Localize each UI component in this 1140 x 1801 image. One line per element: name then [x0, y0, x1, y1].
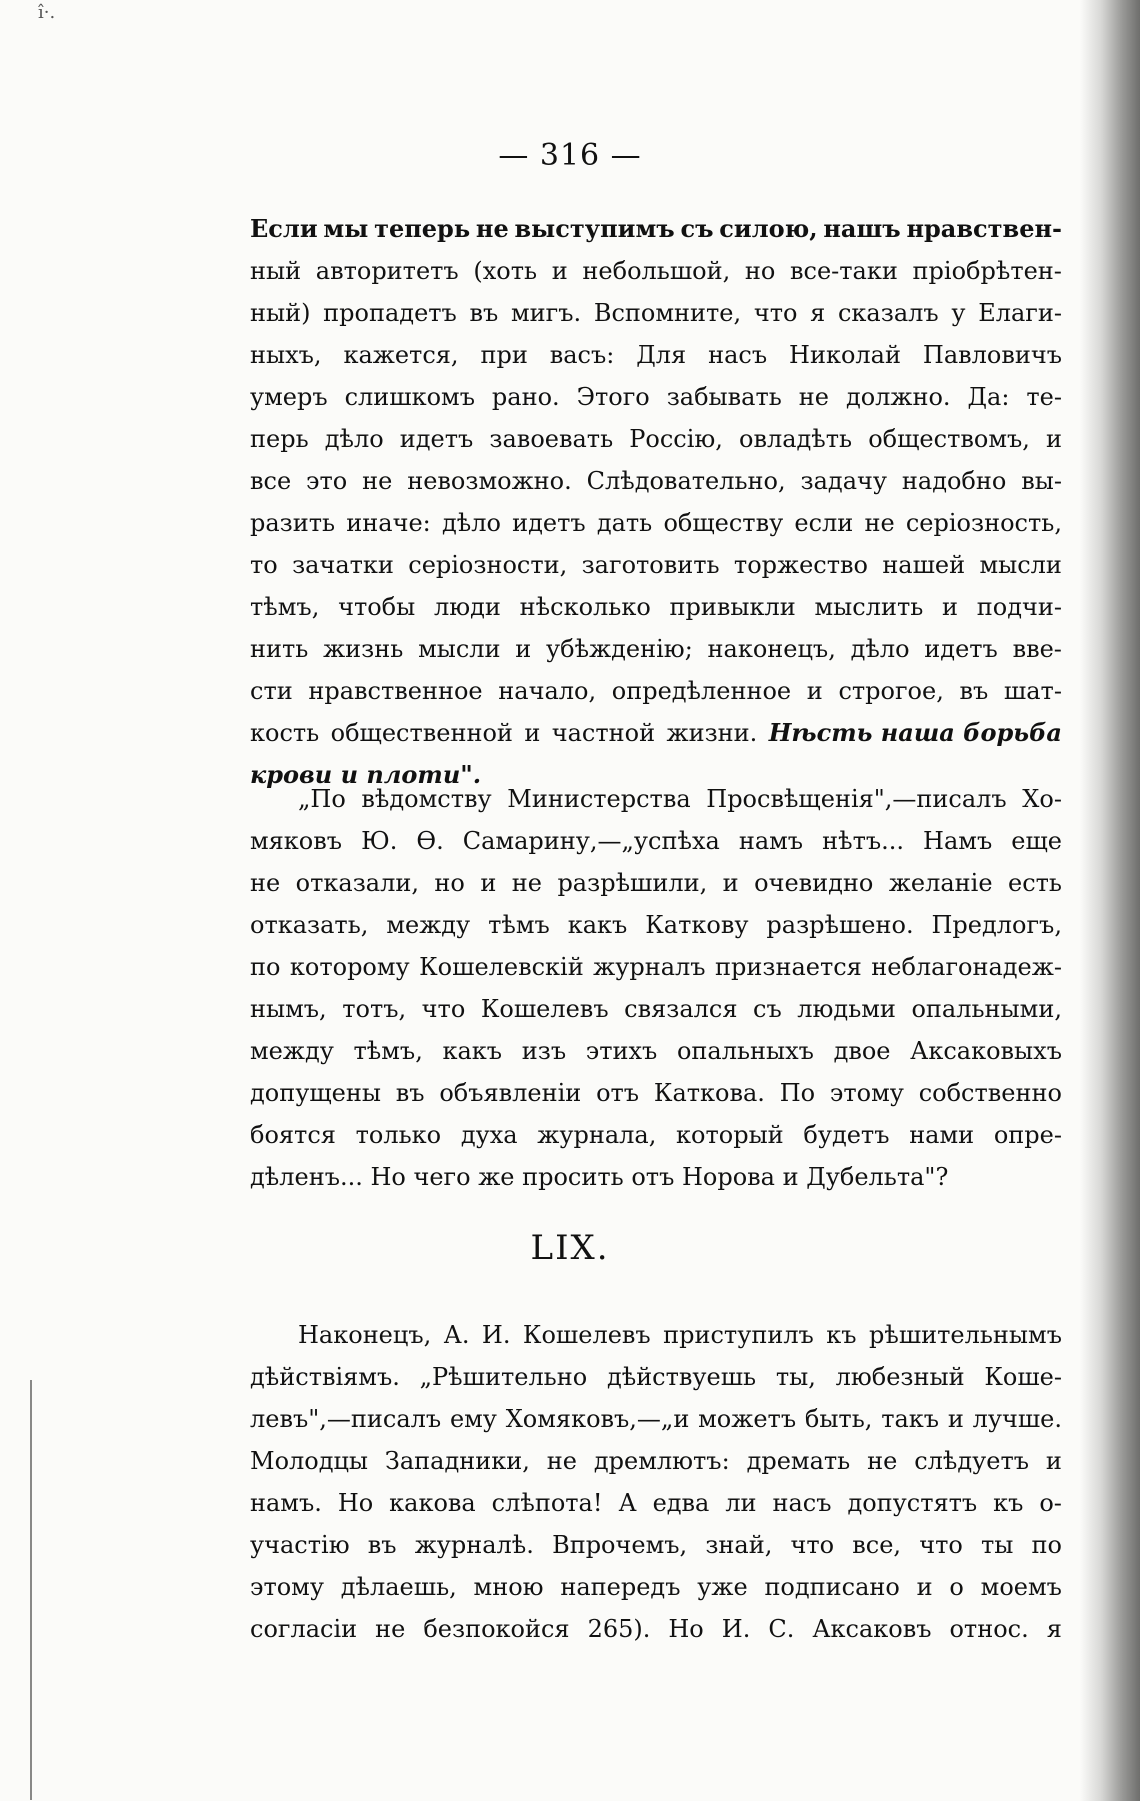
text-line — [250, 946, 1062, 988]
word: шат- — [1003, 677, 1062, 705]
word: желаніе — [888, 869, 993, 897]
word: Хомяковъ,—„и — [505, 1405, 690, 1433]
text-line — [250, 1608, 1062, 1650]
word: наконецъ, — [707, 635, 836, 663]
word: нашъ — [823, 214, 901, 243]
word: Каткову — [645, 911, 749, 939]
word: дѣло — [850, 635, 910, 663]
word: насъ — [772, 1489, 832, 1517]
word: я — [1046, 1615, 1062, 1643]
word: и — [942, 593, 959, 621]
word: къ — [826, 1321, 857, 1349]
word: ли — [725, 1489, 757, 1517]
text-line — [250, 250, 1062, 292]
word: не — [864, 509, 895, 537]
word: и — [480, 869, 497, 897]
word: дѣйствуешь — [606, 1363, 757, 1391]
word: идетъ — [924, 635, 998, 663]
word: подчи- — [976, 593, 1062, 621]
word: отъ — [596, 1079, 640, 1107]
word: то — [250, 551, 278, 579]
corner-mark: î·. — [38, 2, 56, 23]
word: иначе: — [346, 509, 431, 537]
word: моемъ — [980, 1573, 1062, 1601]
text-line — [250, 334, 1062, 376]
word: авторитетъ — [315, 257, 459, 285]
word: боятся — [250, 1121, 336, 1149]
word: вве- — [1012, 635, 1062, 663]
word: пропадетъ — [323, 299, 457, 327]
word: нѣтъ... — [822, 827, 905, 855]
text-line — [250, 712, 1062, 754]
word: задачу — [800, 467, 887, 495]
word: что — [421, 995, 466, 1023]
word: нѣсколько — [519, 593, 651, 621]
word: напередъ — [560, 1573, 681, 1601]
word: мы — [323, 214, 369, 243]
binding-shadow — [1080, 0, 1140, 1801]
word: не — [375, 1615, 406, 1643]
word: дѣйствіямъ. — [250, 1363, 400, 1391]
word: слѣдуетъ — [914, 1447, 1030, 1475]
word: согласіи — [250, 1615, 358, 1643]
word: Самарину,—„успѣха — [462, 827, 720, 855]
word: и — [1045, 425, 1062, 453]
word: нашей — [882, 551, 966, 579]
word: мною — [473, 1573, 544, 1601]
word: вѣдомству — [361, 785, 492, 813]
word: мыслить — [814, 593, 924, 621]
word: привыкли — [669, 593, 796, 621]
word: но — [744, 257, 776, 285]
word: нравственное — [308, 677, 483, 705]
word: Если — [250, 214, 318, 243]
word: Но — [337, 1489, 374, 1517]
word: не — [798, 383, 829, 411]
word: что — [919, 1531, 963, 1559]
word: Елаги- — [978, 299, 1062, 327]
word: что — [753, 299, 798, 327]
word: С. — [768, 1615, 795, 1643]
paragraph-1 — [250, 208, 1062, 796]
word: выступимъ — [514, 214, 675, 243]
word: тѣмъ — [488, 911, 550, 939]
word: теперь — [374, 214, 471, 243]
word: не — [250, 869, 281, 897]
word: Кошелевскій — [419, 953, 584, 981]
word: рано. — [491, 383, 560, 411]
word: по — [1031, 1531, 1062, 1559]
word: Ѳ. — [416, 827, 444, 855]
word: если — [794, 509, 854, 537]
word: можетъ — [698, 1405, 797, 1433]
word: у — [951, 299, 966, 327]
word: жизнь — [323, 635, 404, 663]
word: и — [947, 1405, 964, 1433]
word: относ. — [949, 1615, 1029, 1643]
word: 265). — [587, 1615, 651, 1643]
word: мысли — [979, 551, 1062, 579]
word: лучше. — [972, 1405, 1062, 1433]
word: пріобрѣтен- — [912, 257, 1062, 285]
word: Слѣдовательно, — [586, 467, 786, 495]
word: собственно — [918, 1079, 1062, 1107]
word: „По — [298, 785, 346, 813]
word: мяковъ — [250, 827, 343, 855]
word: признается — [715, 953, 862, 981]
word: А — [618, 1489, 637, 1517]
word: люди — [433, 593, 501, 621]
word: Молодцы — [250, 1447, 369, 1475]
text-line — [250, 904, 1062, 946]
word: безпокойся — [423, 1615, 570, 1643]
word: опальныхъ — [676, 1037, 814, 1065]
word: ему — [449, 1405, 497, 1433]
word: въ — [395, 1079, 425, 1107]
word: заготовить — [581, 551, 720, 579]
word: серіозности, — [408, 551, 568, 579]
word: по — [250, 953, 281, 981]
line-text: дѣленъ... Но чего же просить отъ Норова и Дубельта"? — [250, 1163, 949, 1191]
word: отказать, — [250, 911, 369, 939]
word: тотъ, — [342, 995, 407, 1023]
word: умеръ — [250, 383, 328, 411]
word: о — [949, 1573, 964, 1601]
word: дать — [596, 509, 653, 537]
word: не — [475, 214, 509, 243]
word: какъ — [442, 1037, 503, 1065]
word: едва — [652, 1489, 710, 1517]
word: вы- — [1021, 467, 1062, 495]
word: дѣло — [324, 425, 384, 453]
word: левъ",—писалъ — [250, 1405, 442, 1433]
word: убѣжденію; — [546, 635, 693, 663]
word: зачатки — [292, 551, 394, 579]
word: общественной — [330, 719, 513, 747]
italic-quote-end: крови и плоти". — [250, 760, 482, 789]
word: идетъ — [399, 425, 474, 453]
word: участію — [250, 1531, 350, 1559]
text-line — [250, 460, 1062, 502]
word: и — [551, 257, 568, 285]
text-line — [250, 208, 1062, 250]
word: духа — [460, 1121, 518, 1149]
word: Министерства — [507, 785, 691, 813]
word: подписано — [764, 1573, 900, 1601]
word: Вспомните, — [593, 299, 742, 327]
word: Каткова. — [653, 1079, 765, 1107]
word: строгое, — [838, 677, 944, 705]
text-line — [250, 820, 1062, 862]
word: Аксаковъ — [812, 1615, 932, 1643]
word: частной — [551, 719, 656, 747]
word: такъ — [881, 1405, 940, 1433]
word: изъ — [521, 1037, 567, 1065]
word: По — [779, 1079, 816, 1107]
text-line — [250, 670, 1062, 712]
word: силою, — [719, 214, 818, 243]
word: Но — [668, 1615, 704, 1643]
word: должно. — [845, 383, 951, 411]
text-line — [250, 1398, 1062, 1440]
word: мигъ. — [511, 299, 582, 327]
word: намъ — [738, 827, 804, 855]
word: и — [722, 869, 739, 897]
word: Аксаковыхъ — [910, 1037, 1062, 1065]
word: будетъ — [803, 1121, 890, 1149]
word: которому — [289, 953, 410, 981]
word: (хоть — [473, 257, 538, 285]
word: этому — [250, 1573, 324, 1601]
word: еще — [1011, 827, 1062, 855]
text-line — [250, 1524, 1062, 1566]
word: обществомъ, — [868, 425, 1030, 453]
word: журналѣ. — [414, 1531, 534, 1559]
word: те- — [1026, 383, 1062, 411]
word: Западники, — [384, 1447, 530, 1475]
word: идетъ — [512, 509, 586, 537]
word: этому — [829, 1079, 904, 1107]
word: но — [434, 869, 465, 897]
word: А. — [443, 1321, 470, 1349]
word: ныхъ, — [250, 341, 322, 369]
word: серіозность, — [905, 509, 1062, 537]
word: разить — [250, 509, 336, 537]
word: связался — [624, 995, 738, 1023]
text-line — [250, 988, 1062, 1030]
word: въ — [959, 677, 989, 705]
paragraph-2 — [250, 778, 1062, 1198]
word: я — [810, 299, 826, 327]
word: опре- — [993, 1121, 1062, 1149]
word: насъ — [708, 341, 768, 369]
word: Россію, — [629, 425, 723, 453]
word: ный — [250, 257, 302, 285]
word: Намъ — [923, 827, 993, 855]
word: Для — [636, 341, 687, 369]
word: и — [916, 1573, 933, 1601]
word: какова — [389, 1489, 476, 1517]
text-line — [250, 544, 1062, 586]
word: сти — [250, 677, 293, 705]
word: не — [511, 869, 542, 897]
word: торжество — [733, 551, 868, 579]
word: журнала, — [537, 1121, 657, 1149]
word: какъ — [567, 911, 628, 939]
word: слишкомъ — [344, 383, 475, 411]
word: допущены — [250, 1079, 381, 1107]
italic-quote: Нѣсть наша борьба — [768, 718, 1062, 747]
word: ный) — [250, 299, 311, 327]
text-line — [250, 418, 1062, 460]
word: двое — [833, 1037, 891, 1065]
word: дѣлаешь, — [340, 1573, 457, 1601]
word: любезный — [835, 1363, 965, 1391]
word: забывать — [666, 383, 782, 411]
word: рѣшительнымъ — [868, 1321, 1062, 1349]
word: и — [1045, 1447, 1062, 1475]
word: это — [306, 467, 348, 495]
word: не — [546, 1447, 577, 1475]
word: разрѣшили, — [557, 869, 708, 897]
word: Павловичъ — [922, 341, 1062, 369]
word: дѣло — [441, 509, 501, 537]
word: тѣмъ, — [353, 1037, 423, 1065]
word: намъ. — [250, 1489, 322, 1517]
word: И. — [721, 1615, 751, 1643]
word: Хо- — [1022, 785, 1062, 813]
word: и — [806, 677, 823, 705]
word: Впрочемъ, — [552, 1531, 688, 1559]
text-line — [250, 586, 1062, 628]
word: разрѣшено. — [766, 911, 914, 939]
word: въ — [469, 299, 499, 327]
text-line — [250, 778, 1062, 820]
word: отказали, — [295, 869, 419, 897]
word: Предлогъ, — [931, 911, 1062, 939]
word: мысли — [418, 635, 501, 663]
word: сказалъ — [837, 299, 939, 327]
word: Кошелевъ — [522, 1321, 651, 1349]
word: опредѣленное — [611, 677, 792, 705]
text-line — [250, 502, 1062, 544]
word: Ю. — [361, 827, 398, 855]
word: объявленіи — [439, 1079, 582, 1107]
word: не — [867, 1447, 898, 1475]
word: кость — [250, 719, 320, 747]
word: очевидно — [754, 869, 874, 897]
word: который — [676, 1121, 784, 1149]
word: между — [386, 911, 471, 939]
word: уже — [697, 1573, 748, 1601]
word: нить — [250, 635, 309, 663]
word: Наконецъ, — [298, 1321, 432, 1349]
word: что — [790, 1531, 835, 1559]
text-line — [250, 628, 1062, 670]
word: нравствен- — [906, 214, 1062, 243]
word: небольшой, — [582, 257, 731, 285]
word: тѣмъ, — [250, 593, 320, 621]
text-line — [250, 1314, 1062, 1356]
text-line — [250, 376, 1062, 418]
word: „Рѣшительно — [419, 1363, 588, 1391]
word: васъ: — [549, 341, 615, 369]
word: нымъ, — [250, 995, 327, 1023]
word: ты — [980, 1531, 1014, 1559]
word: къ — [993, 1489, 1024, 1517]
word: невозможно. — [407, 467, 572, 495]
word: надобно — [901, 467, 1007, 495]
text-line — [250, 1482, 1062, 1524]
word: слѣпота! — [491, 1489, 603, 1517]
word: допустятъ — [847, 1489, 978, 1517]
word: жизни. — [666, 719, 758, 747]
word: приступилъ — [663, 1321, 814, 1349]
word: перь — [250, 425, 309, 453]
word: дремать — [746, 1447, 851, 1475]
word: И. — [481, 1321, 511, 1349]
word: завоевать — [489, 425, 614, 453]
word: только — [355, 1121, 442, 1149]
word: есть — [1008, 869, 1062, 897]
text-line — [250, 862, 1062, 904]
word: быть, — [804, 1405, 873, 1433]
word: при — [480, 341, 528, 369]
word: Николай — [789, 341, 901, 369]
word: журналъ — [593, 953, 706, 981]
page-number: — 316 — — [498, 138, 642, 173]
text-line — [250, 1566, 1062, 1608]
word: опальными, — [911, 995, 1062, 1023]
word: въ — [367, 1531, 397, 1559]
word: не — [362, 467, 393, 495]
word: Да: — [967, 383, 1010, 411]
word: кажется, — [343, 341, 459, 369]
word: между — [250, 1037, 334, 1065]
word: все — [250, 467, 292, 495]
word: обществу — [663, 509, 784, 537]
word: неблагонадеж- — [871, 953, 1062, 981]
word: и — [515, 635, 532, 663]
word: овладѣть — [739, 425, 853, 453]
word: Коше- — [984, 1363, 1062, 1391]
text-line — [250, 1440, 1062, 1482]
text-line — [250, 1114, 1062, 1156]
word: ты, — [775, 1363, 816, 1391]
margin-line — [30, 1380, 32, 1800]
word: съ — [680, 214, 714, 243]
word: о- — [1039, 1489, 1062, 1517]
word: нами — [909, 1121, 975, 1149]
word: и — [524, 719, 541, 747]
text-line — [250, 292, 1062, 334]
text-line — [250, 1030, 1062, 1072]
word: Кошелевъ — [480, 995, 609, 1023]
text-line — [250, 1156, 1062, 1198]
word: Этого — [576, 383, 650, 411]
word: начало, — [498, 677, 597, 705]
word: съ — [753, 995, 782, 1023]
word: знай, — [705, 1531, 773, 1559]
word: дремлютъ: — [593, 1447, 730, 1475]
word: этихъ — [585, 1037, 658, 1065]
section-heading: LIX. — [530, 1228, 610, 1268]
word: все-таки — [790, 257, 898, 285]
word: Просвѣщенія",—писалъ — [706, 785, 1007, 813]
text-line — [250, 1072, 1062, 1114]
word: людьми — [797, 995, 896, 1023]
word: все, — [852, 1531, 902, 1559]
word: чтобы — [338, 593, 416, 621]
paragraph-3 — [250, 1314, 1062, 1650]
text-line — [250, 1356, 1062, 1398]
